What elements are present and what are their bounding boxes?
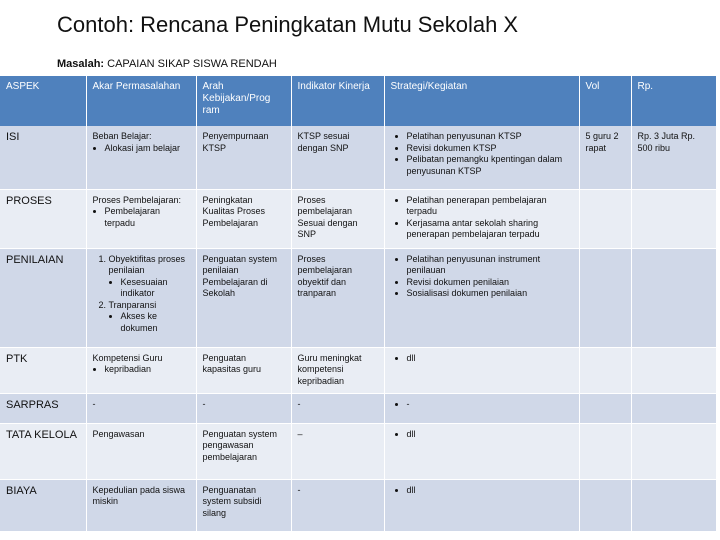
indikator-cell: KTSP sesuai dengan SNP: [291, 126, 384, 189]
table-row: [0, 248, 716, 347]
rp-cell: [631, 347, 716, 393]
aspek-cell: SARPRAS: [0, 393, 86, 423]
akar-cell: Kepedulian pada siswa miskin: [86, 479, 196, 531]
akar-cell: [86, 189, 196, 248]
akar-numbered-item: [109, 254, 190, 300]
vol-cell: 5 guru 2 rapat: [579, 126, 631, 189]
strategi-item: • Pelibatan pemangku kpentingan dalam penyusunan KTSP: [407, 154, 573, 177]
akar-item: • Alokasi jam belajar: [105, 143, 190, 155]
strategi-cell: [384, 248, 579, 347]
strategi-item: • dll: [407, 429, 573, 441]
rp-cell: [631, 393, 716, 423]
header-vol: Vol: [579, 76, 631, 126]
strategi-item: • -: [407, 399, 573, 411]
strategi-item: • Pelatihan penyusunan instrument penilauan: [407, 254, 573, 277]
strategi-item: • Kerjasama antar sekolah sharing penerapan pembelajaran terpadu: [407, 218, 573, 241]
strategi-cell: [384, 126, 579, 189]
aspek-cell: PENILAIAN: [0, 248, 86, 347]
akar-item: • Kesesuaian indikator: [121, 277, 190, 300]
akar-numbered-text: Tranparansi: [108, 299, 157, 310]
aspek-cell: BIAYA: [0, 479, 86, 531]
akar-item: • Pembelajaran terpadu: [105, 206, 190, 229]
strategi-item: • Revisi dokumen KTSP: [407, 143, 573, 155]
indikator-cell: –: [291, 423, 384, 479]
strategi-cell: [384, 479, 579, 531]
header-aspek: ASPEK: [0, 76, 86, 126]
akar-intro: Beban Belajar:: [92, 131, 152, 141]
strategi-item: • dll: [407, 485, 573, 497]
aspek-cell: ISI: [0, 126, 86, 189]
problem-text: CAPAIAN SIKAP SISWA RENDAH: [107, 58, 277, 70]
strategi-item: • Pelatihan penerapan pembelajaran terpadu: [407, 195, 573, 218]
header-akar-permasalahan: Akar Permasalahan: [86, 76, 196, 126]
table-row: [0, 423, 716, 479]
strategi-item: • Sosialisasi dokumen penilaian: [407, 288, 573, 300]
arah-cell: Penyempurnaan KTSP: [196, 126, 291, 189]
indikator-cell: -: [291, 479, 384, 531]
akar-cell: Pengawasan: [86, 423, 196, 479]
strategi-cell: [384, 347, 579, 393]
strategi-item: • dll: [407, 353, 573, 365]
indikator-cell: Proses pembelajaran obyektif dan tranparan: [291, 248, 384, 347]
strategi-item: • Pelatihan penyusunan KTSP: [407, 131, 573, 143]
header-strategi-kegiatan: Strategi/Kegiatan: [384, 76, 579, 126]
rp-cell: [631, 423, 716, 479]
arah-cell: Peningkatan Kualitas Proses Pembelajaran: [196, 189, 291, 248]
aspek-cell: PTK: [0, 347, 86, 393]
vol-cell: [579, 393, 631, 423]
rp-cell: Rp. 3 Juta Rp. 500 ribu: [631, 126, 716, 189]
header-rp: Rp.: [631, 76, 716, 126]
indikator-cell: Proses pembelajaran Sesuai dengan SNP: [291, 189, 384, 248]
header-arah-kebijakan: Arah Kebijakan/Prog ram: [196, 76, 291, 126]
vol-cell: [579, 347, 631, 393]
vol-cell: [579, 479, 631, 531]
rp-cell: [631, 248, 716, 347]
strategi-cell: [384, 393, 579, 423]
akar-intro: Proses Pembelajaran:: [92, 194, 182, 205]
header-indikator-kinerja: Indikator Kinerja: [291, 76, 384, 126]
akar-cell: [86, 347, 196, 393]
aspek-cell: TATA KELOLA: [0, 423, 86, 479]
strategi-item: • Revisi dokumen penilaian: [407, 277, 573, 289]
arah-cell: Penguatan system pengawasan pembelajaran: [196, 423, 291, 479]
problem-label: Masalah:: [57, 58, 105, 70]
akar-item: • kepribadian: [105, 364, 190, 376]
strategi-cell: [384, 423, 579, 479]
akar-numbered-item: [109, 300, 190, 335]
arah-cell: Penguanatan system subsidi silang: [196, 479, 291, 531]
arah-cell: -: [196, 393, 291, 423]
problem-statement: [57, 58, 277, 70]
rp-cell: [631, 189, 716, 248]
vol-cell: [579, 423, 631, 479]
akar-cell: [86, 248, 196, 347]
table-row: [0, 479, 716, 531]
akar-cell: -: [86, 393, 196, 423]
akar-cell: [86, 126, 196, 189]
page-title: Contoh: Rencana Peningkatan Mutu Sekolah X: [57, 12, 519, 37]
table-row: [0, 347, 716, 393]
indikator-cell: -: [291, 393, 384, 423]
table-row: [0, 393, 716, 423]
arah-cell: Penguatan system penilaian Pembelajaran di Sekolah: [196, 248, 291, 347]
table-row: [0, 126, 716, 189]
vol-cell: [579, 248, 631, 347]
table-row: [0, 189, 716, 248]
indikator-cell: Guru meningkat kompetensi kepribadian: [291, 347, 384, 393]
aspek-cell: PROSES: [0, 189, 86, 248]
akar-numbered-text: Obyektifitas proses penilaian: [108, 253, 186, 275]
akar-item: • Akses ke dokumen: [121, 311, 190, 334]
arah-cell: Penguatan kapasitas guru: [196, 347, 291, 393]
improvement-plan-table: [0, 76, 717, 532]
vol-cell: [579, 189, 631, 248]
akar-intro: Kompetensi Guru: [92, 352, 163, 363]
strategi-cell: [384, 189, 579, 248]
rp-cell: [631, 479, 716, 531]
